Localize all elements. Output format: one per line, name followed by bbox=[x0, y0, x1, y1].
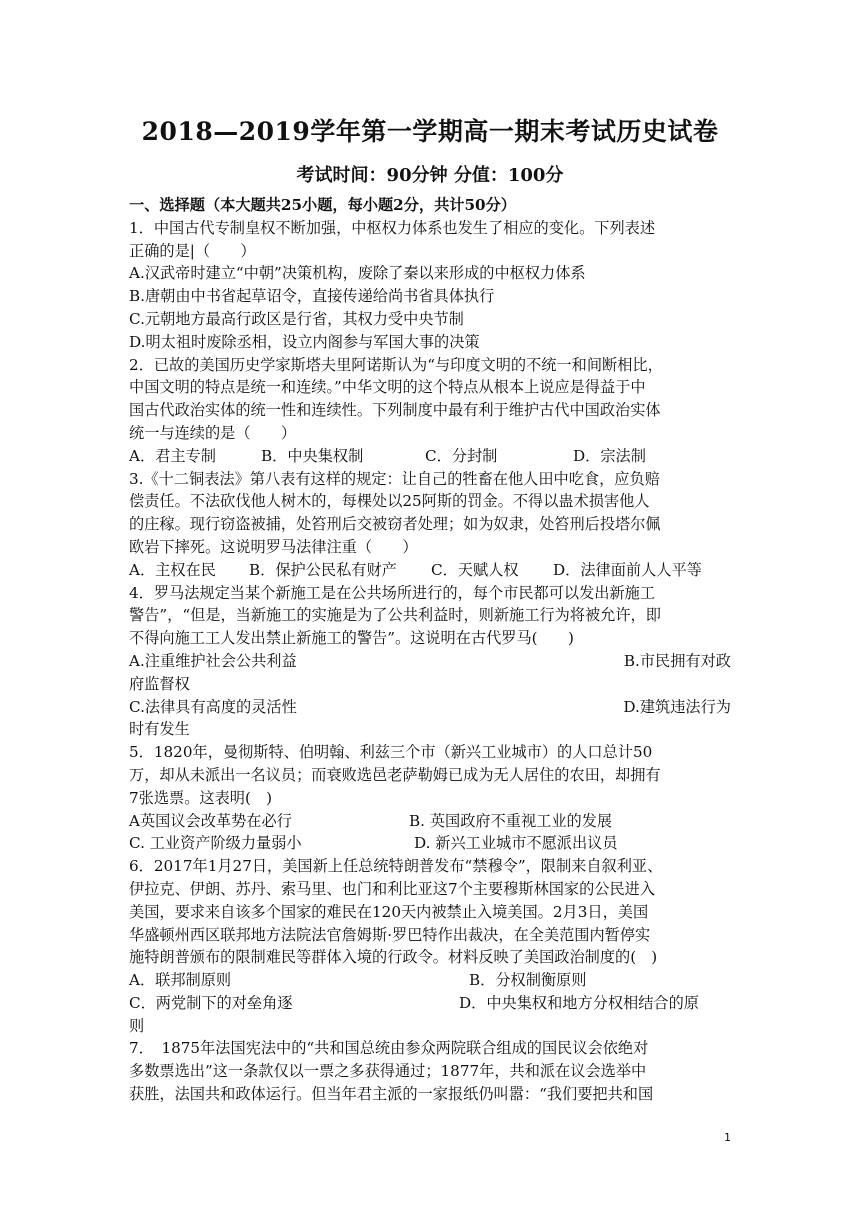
option-c: C．两党制下的对垒角逐 bbox=[129, 993, 293, 1012]
option-d: D．宗法制 bbox=[573, 446, 646, 465]
option-b-continuation: 府监督权 bbox=[129, 674, 190, 693]
question-stem-line: 偿责任。不法砍伐他人树木的，每棵处以25阿斯的罚金。不得以蛊术损害他人 bbox=[129, 492, 650, 511]
option-a: A．主权在民 bbox=[129, 560, 216, 579]
question-stem-line: 国古代政治实体的统一性和连续性。下列制度中最有利于维护古代中国政治实体 bbox=[129, 401, 661, 420]
question-stem-line: 华盛顿州西区联邦地方法院法官詹姆斯·罗巴特作出裁决，在全美范围内暂停实 bbox=[129, 925, 651, 944]
question-stem-line: 美国，要求来自该多个国家的难民在120天内被禁止入境美国。2月3日，美国 bbox=[129, 902, 649, 921]
options-row bbox=[129, 810, 731, 833]
question-stem-line: 正确的是|（ ） bbox=[129, 241, 256, 260]
exam-subtitle: 考试时间：90分钟 分值：100分 bbox=[296, 165, 564, 186]
question-stem-line: 统一与连续的是（ ） bbox=[129, 423, 297, 442]
question-stem-line: 3.《十二铜表法》第八表有这样的规定：让自己的牲畜在他人田中吃食，应负赔 bbox=[129, 469, 660, 488]
option-d: D．中央集权和地方分权相结合的原 bbox=[459, 993, 699, 1012]
option-d: D. 新兴工业城市不愿派出议员 bbox=[414, 834, 618, 853]
question-stem-line: 不得向施工工人发出禁止新施工的警告”。这说明在古代罗马( ) bbox=[129, 629, 574, 648]
option-b: B. 英国政府不重视工业的发展 bbox=[409, 811, 613, 830]
option-a: A．联邦制原则 bbox=[129, 971, 232, 990]
question-stem-line: 4．罗马法规定当某个新施工是在公共场所进行的，每个市民都可以发出新施工 bbox=[129, 583, 656, 602]
question-3 bbox=[129, 468, 731, 582]
option-a: A.注重维护社会公共利益 bbox=[129, 651, 297, 670]
question-1 bbox=[129, 217, 731, 354]
option-c: C. 工业资产阶级力量弱小 bbox=[129, 834, 302, 853]
question-stem-line: 5．1820年，曼彻斯特、伯明翰、利兹三个市（新兴工业城市）的人口总计50 bbox=[129, 743, 653, 762]
option-a: A.汉武帝时建立“中朝”决策机构，废除了秦以来形成的中枢权力体系 bbox=[129, 264, 586, 283]
section-heading: 一、选择题（本大题共25小题，每小题2分，共计50分） bbox=[129, 196, 516, 214]
question-stem-line: 欧岩下摔死。这说明罗马法律注重（ ） bbox=[129, 537, 418, 556]
option-a: A．君主专制 bbox=[129, 446, 216, 465]
option-b: B．分权制衡原则 bbox=[469, 971, 587, 990]
options-row bbox=[129, 832, 731, 855]
question-stem-line: 6．2017年1月27日，美国新上任总统特朗普发布“禁穆令”，限制来自叙利亚、 bbox=[129, 857, 663, 876]
question-stem-line: 的庄稼。现行窃盗被捕，处笞刑后交被窃者处理；如为奴隶，处笞刑后投塔尔佩 bbox=[129, 515, 661, 534]
options-row bbox=[129, 992, 731, 1015]
option-b: B.唐朝由中书省起草诏令，直接传递给尚书省具体执行 bbox=[129, 287, 495, 306]
question-stem-line: 多数票选出”这一条款仅以一票之多获得通过；1877年，共和派在议会选举中 bbox=[129, 1062, 647, 1081]
question-5 bbox=[129, 741, 731, 855]
option-a: A英国议会改革势在必行 bbox=[129, 811, 292, 830]
page-number: 1 bbox=[724, 1131, 731, 1144]
question-stem-line: 施特朗普颁布的限制难民等群体入境的行政令。材料反映了美国政治制度的( ) bbox=[129, 948, 658, 967]
option-d-continuation: 时有发生 bbox=[129, 720, 190, 739]
option-c: C．分封制 bbox=[425, 446, 498, 465]
option-d: D.建筑违法行为 bbox=[623, 697, 731, 716]
question-stem-line: 7张选票。这表明( ) bbox=[129, 788, 273, 807]
question-stem-line: 1．中国古代专制皇权不断加强，中枢权力体系也发生了相应的变化。下列表述 bbox=[129, 218, 656, 237]
options-row bbox=[129, 650, 731, 673]
question-stem-line: 获胜，法国共和政体运行。但当年君主派的一家报纸仍叫嚣：“我们要把共和国 bbox=[129, 1085, 654, 1104]
option-c: C.法律具有高度的灵活性 bbox=[129, 697, 297, 716]
option-d: D.明太祖时废除丞相，设立内阁参与军国大事的决策 bbox=[129, 332, 480, 351]
exam-body bbox=[129, 194, 731, 1106]
question-stem-line: 中国文明的特点是统一和连续。”中华文明的这个特点从根本上说应是得益于中 bbox=[129, 378, 646, 397]
question-stem-line: 2．已故的美国历史学家斯塔夫里阿诺斯认为“与印度文明的不统一和间断相比， bbox=[129, 355, 663, 374]
option-b: B.市民拥有对政 bbox=[623, 651, 731, 670]
question-6 bbox=[129, 855, 731, 1037]
question-2 bbox=[129, 354, 731, 468]
option-c: C.元朝地方最高行政区是行省，其权力受中央节制 bbox=[129, 309, 464, 328]
question-stem-line: 万，却从未派出一名议员；而衰败选邑老萨勒姆已成为无人居住的农田，却拥有 bbox=[129, 765, 661, 784]
option-d: D．法律面前人人平等 bbox=[553, 560, 702, 579]
question-7 bbox=[129, 1037, 731, 1105]
option-b: B．保护公民私有财产 bbox=[249, 560, 397, 579]
options-row bbox=[129, 559, 731, 582]
option-d-continuation: 则 bbox=[129, 1016, 145, 1035]
question-stem-line: 伊拉克、伊朗、苏丹、索马里、也门和利比亚这7个主要穆斯林国家的公民进入 bbox=[129, 879, 656, 898]
options-row bbox=[129, 969, 731, 992]
options-row bbox=[129, 696, 731, 719]
question-stem-line: 7． 1875年法国宪法中的“共和国总统由参众两院联合组成的国民议会依绝对 bbox=[129, 1039, 649, 1058]
question-4 bbox=[129, 582, 731, 742]
exam-title: 2018—2019学年第一学期高一期末考试历史试卷 bbox=[141, 117, 719, 146]
option-b: B．中央集权制 bbox=[261, 446, 364, 465]
options-row bbox=[129, 445, 731, 468]
option-c: C．天赋人权 bbox=[431, 560, 519, 579]
question-stem-line: 警告”，“但是，当新施工的实施是为了公共利益时，则新施工行为将被允许，即 bbox=[129, 606, 661, 625]
